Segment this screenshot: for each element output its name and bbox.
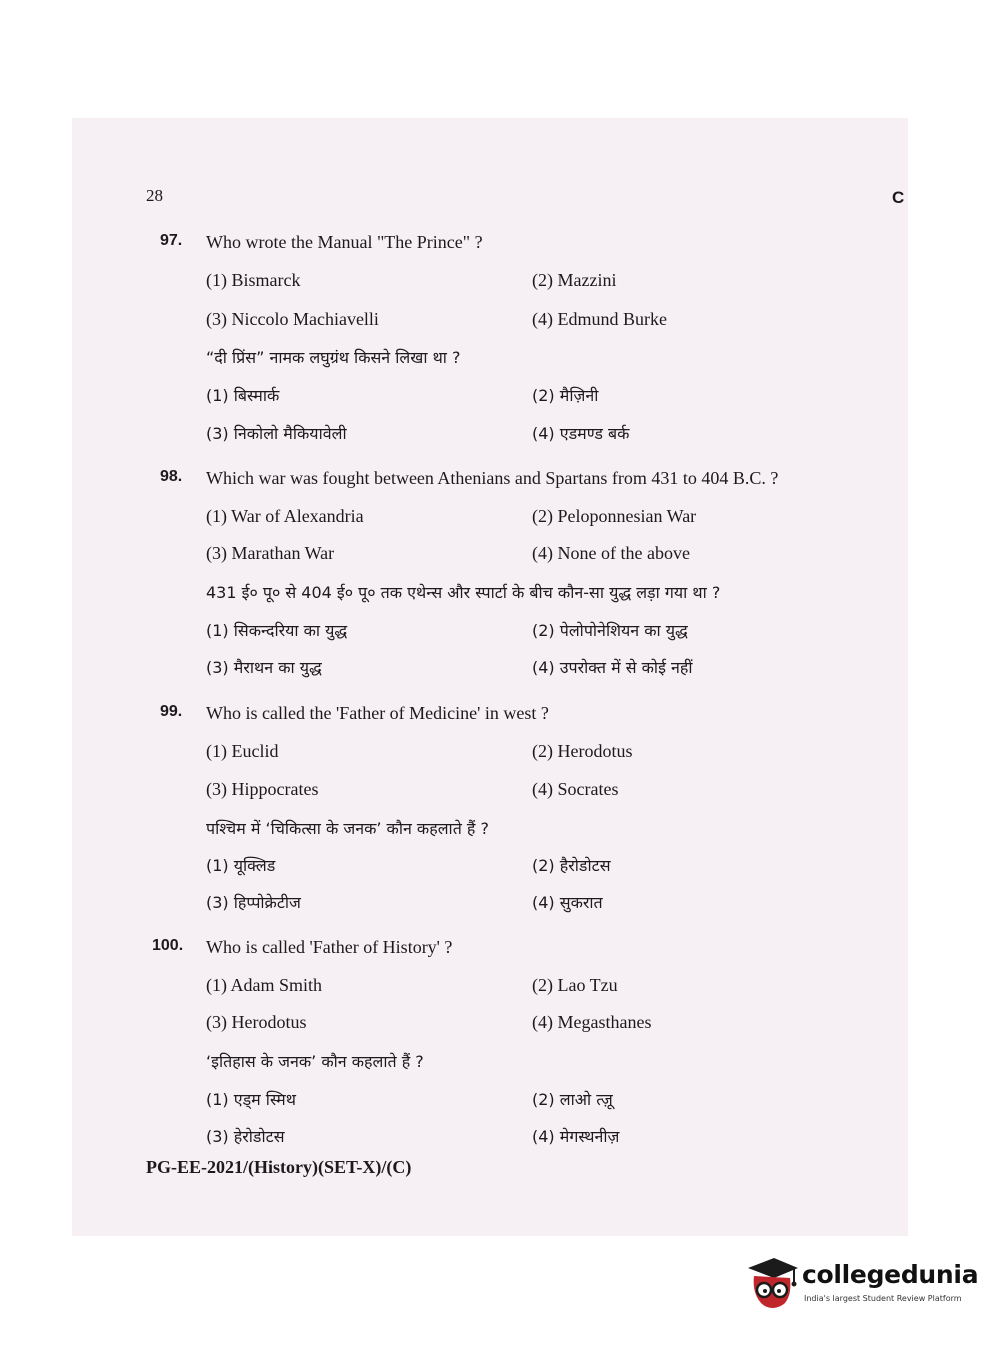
option-2-en: (2) Lao Tzu [532,975,618,995]
option-4-hi: (4) मेगस्थनीज़ [532,1127,620,1146]
option-1-en: (1) Bismarck [206,270,301,290]
question-text-hi: ‘इतिहास के जनक’ कौन कहलाते हैं ? [206,1052,424,1071]
option-1-hi: (1) एड्म स्मिथ [206,1090,296,1109]
option-1-hi: (1) यूक्लिड [206,856,276,875]
question-text-hi: पश्चिम में ‘चिकित्सा के जनक’ कौन कहलाते हैं ? [206,819,489,838]
option-1-en: (1) War of Alexandria [206,506,364,526]
option-3-en: (3) Marathan War [206,543,335,563]
question-text-en: Which war was fought between Athenians and Spartans from 431 to 404 B.C. ? [206,468,779,488]
option-2-hi: (2) पेलोपोनेशियन का युद्ध [532,621,688,640]
question-text-hi: “दी प्रिंस” नामक लघुग्रंथ किसने लिखा था ? [206,348,461,367]
option-1-hi: (1) सिकन्दरिया का युद्ध [206,621,348,640]
brand-tagline: India's largest Student Review Platform [804,1294,962,1303]
option-1-en: (1) Euclid [206,741,279,761]
option-3-hi: (3) हेरोडोटस [206,1127,285,1146]
option-2-hi: (2) लाओ त्ज़ू [532,1090,613,1109]
option-4-hi: (4) उपरोक्त में से कोई नहीं [532,658,693,677]
option-2-en: (2) Peloponnesian War [532,506,697,526]
page-number: 28 [146,186,163,205]
option-4-hi: (4) सुकरात [532,893,603,912]
question-number: 100. [152,937,184,954]
exam-sheet [72,118,908,1236]
question-number: 97. [160,232,183,249]
footer-paper-code: PG-EE-2021/(History)(SET-X)/(C) [146,1157,412,1177]
option-3-hi: (3) हिप्पोक्रेटीज [206,893,301,912]
option-4-en: (4) Edmund Burke [532,309,667,329]
option-2-en: (2) Herodotus [532,741,633,761]
question-number: 99. [160,703,183,720]
question-text-hi: 431 ई० पू० से 404 ई० पू० तक एथेन्स और स्पार्टा के बीच कौन-सा युद्ध लड़ा गया था ? [206,583,721,602]
option-4-hi: (4) एडमण्ड बर्क [532,424,630,443]
option-1-hi: (1) बिस्मार्क [206,386,280,405]
option-2-en: (2) Mazzini [532,270,617,290]
option-2-hi: (2) मैज़िनी [532,386,599,405]
option-3-hi: (3) निकोलो मैकियावेली [206,424,347,443]
option-3-en: (3) Hippocrates [206,779,319,799]
option-2-hi: (2) हैरोडोटस [532,856,611,875]
option-4-en: (4) Megasthanes [532,1012,652,1032]
option-3-en: (3) Herodotus [206,1012,307,1032]
question-text-en: Who is called the 'Father of Medicine' in west ? [206,703,549,723]
question-text-en: Who wrote the Manual "The Prince" ? [206,232,483,252]
set-code: C [892,188,905,207]
option-3-hi: (3) मैराथन का युद्ध [206,658,322,677]
option-4-en: (4) Socrates [532,779,619,799]
collegedunia-logo[interactable] [744,1254,979,1314]
question-number: 98. [160,468,183,485]
question-text-en: Who is called 'Father of History' ? [206,937,453,957]
brand-name: collegedunia [802,1260,979,1289]
option-4-en: (4) None of the above [532,543,690,563]
mascot-icon [744,1254,800,1314]
option-1-en: (1) Adam Smith [206,975,322,995]
option-3-en: (3) Niccolo Machiavelli [206,309,379,329]
